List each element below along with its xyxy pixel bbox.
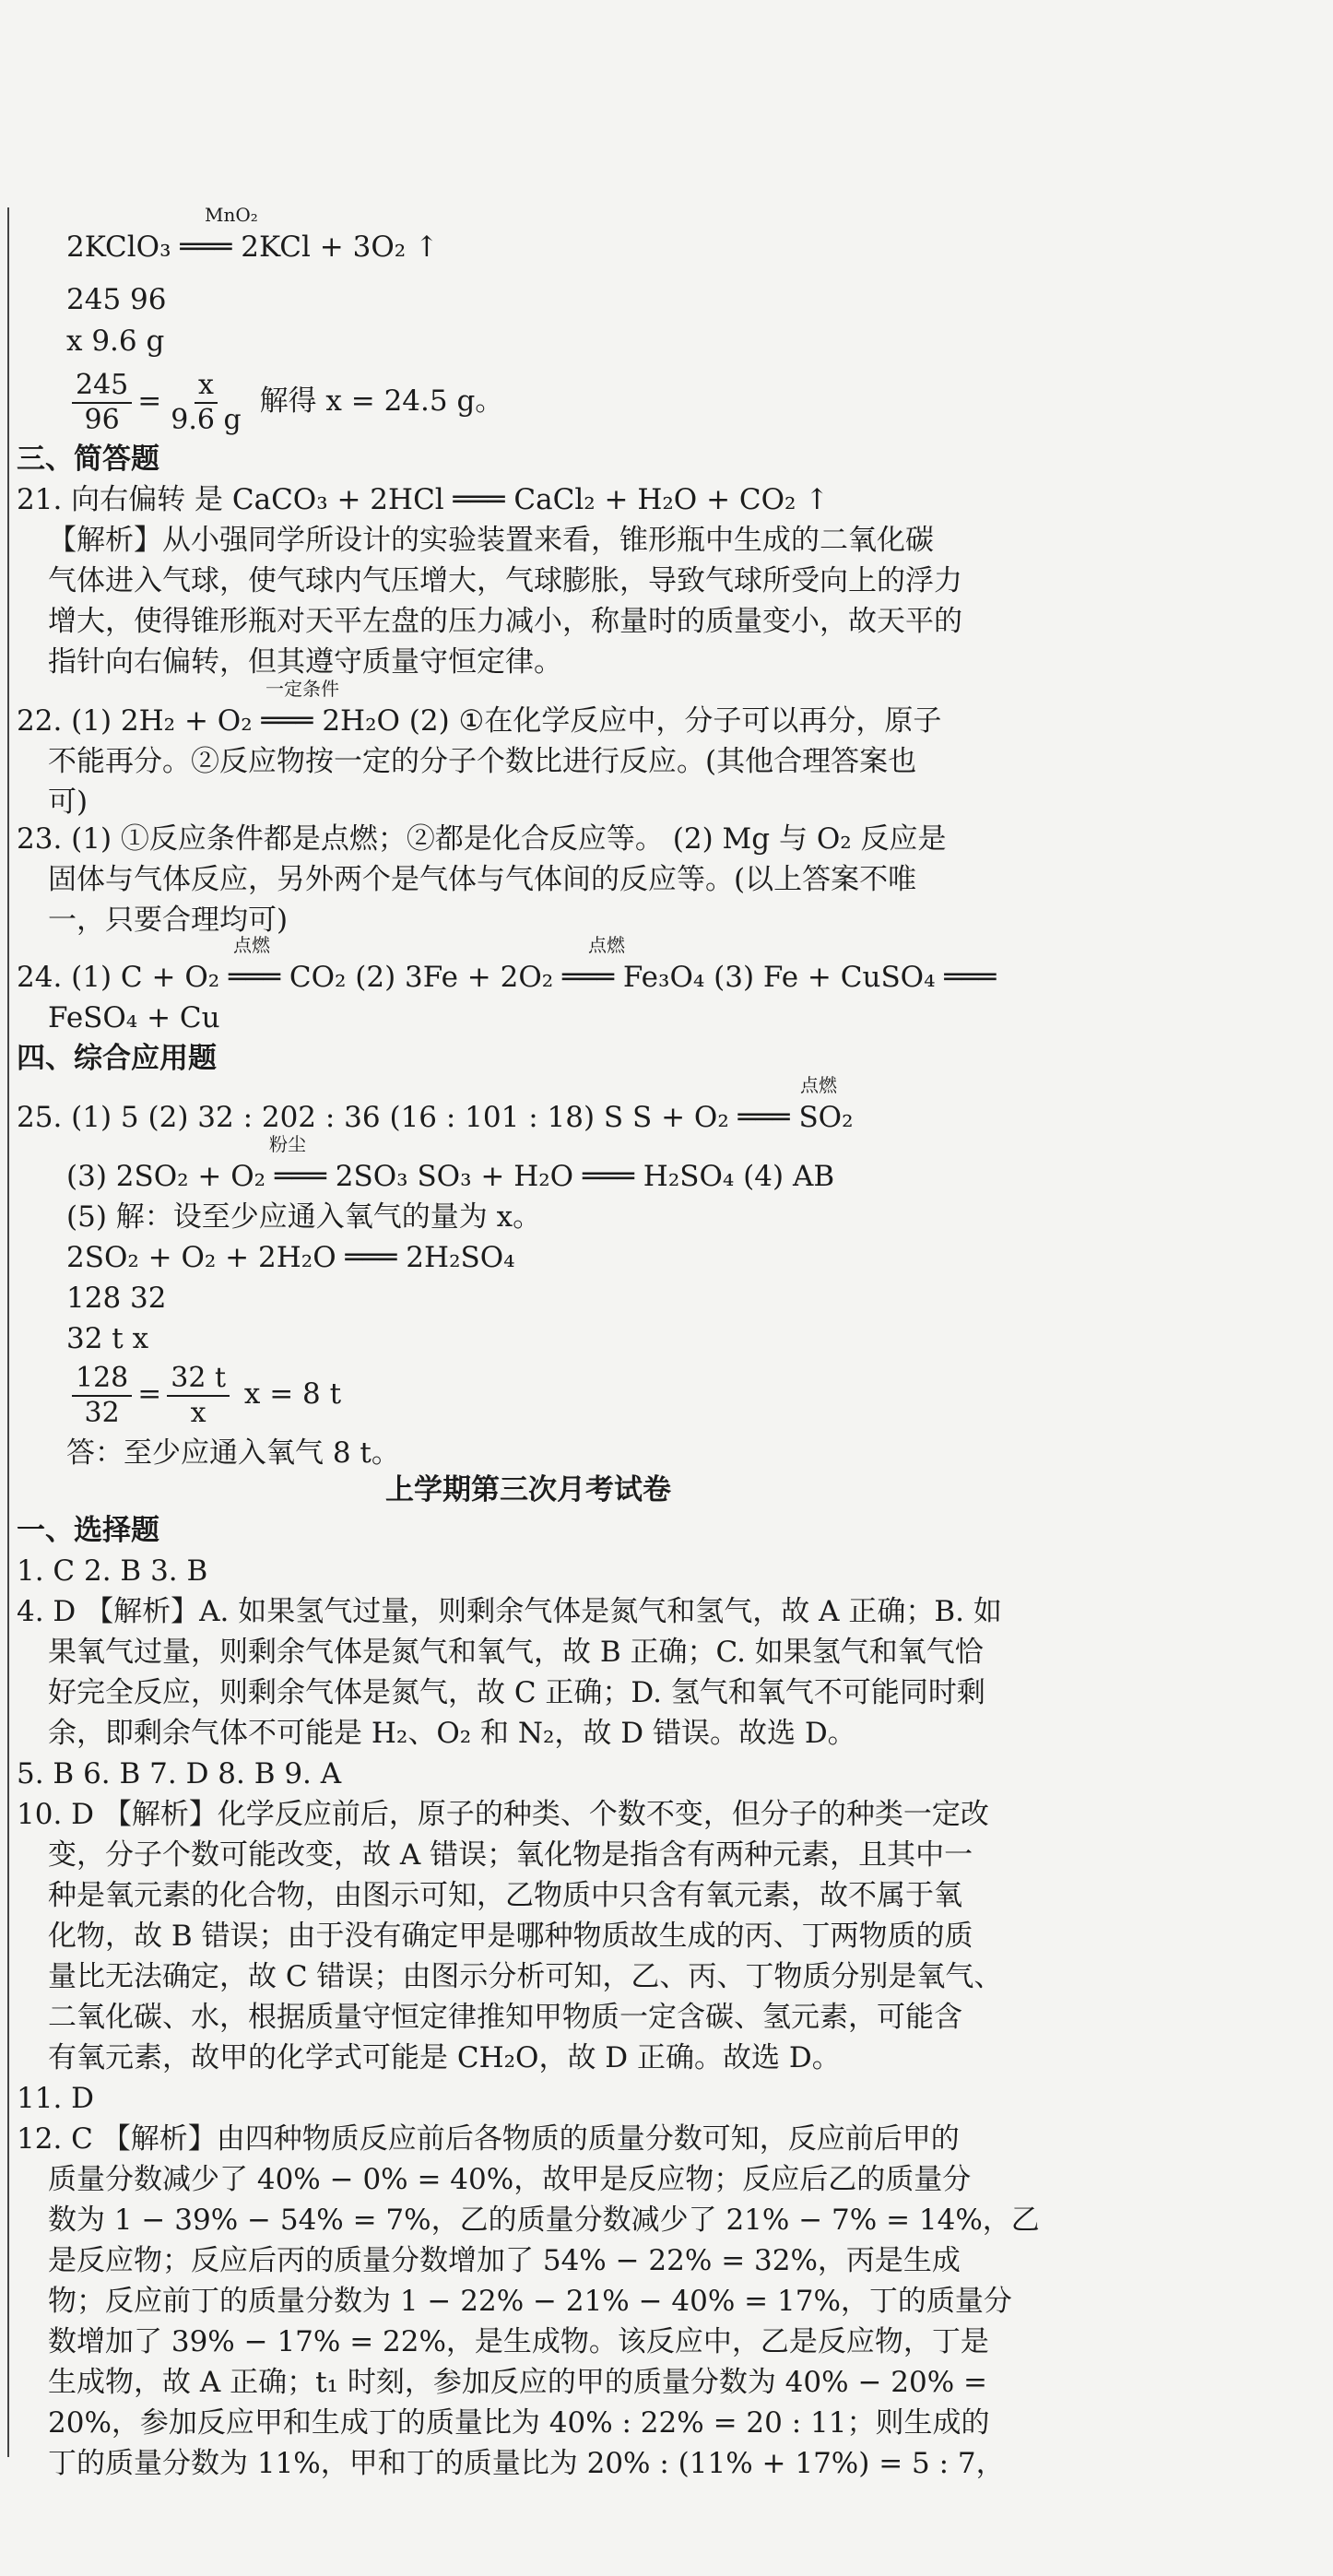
section-heading: 一、选择题 [17,1514,159,1547]
answer-line: 物；反应前丁的质量分数为 1 − 22% − 21% − 40% = 17%，丁的质量分 [48,2285,1012,2318]
answer-line: 12. C 【解析】由四种物质反应前后各物质的质量分数可知，反应前后甲的 [17,2122,960,2156]
section-heading: 四、综合应用题 [17,1042,217,1075]
answer-line: 是反应物；反应后丙的质量分数增加了 54% − 22% = 32%，丙是生成 [48,2244,961,2277]
answer-line: 果氧气过量，则剩余气体是氮气和氧气，故 B 正确；C. 如果氢气和氧气恰 [48,1636,984,1669]
answer-line: 点燃 25. (1) 5 (2) 32 : 202 : 36 (16 : 101 : 18) S S + O₂ ═══ SO₂ [17,1074,854,1134]
text-line: 32 t x [66,1322,149,1355]
condition-label: 点燃 [800,1074,837,1096]
answer-line: 10. D 【解析】化学反应前后，原子的种类、个数不变，但分子的种类一定改 [17,1798,989,1831]
answer-line: 23. (1) ①反应条件都是点燃；②都是化合反应等。 (2) Mg 与 O₂ 反应是 [17,822,947,856]
answer-line: 生成物，故 A 正确；t₁ 时刻，参加反应的甲的质量分数为 40% − 20% = [48,2366,988,2399]
answer-line: 气体进入气球，使气球内气压增大，气球膨胀，导致气球所受向上的浮力 [48,564,962,597]
answer-line: 量比无法确定，故 C 错误；由图示分析可知，乙、丙、丁物质分别是氧气、 [48,1960,1003,1993]
answer-line: 增大，使得锥形瓶对天平左盘的压力减小，称量时的质量变小，故天平的 [48,605,962,638]
answer-line: 变，分子个数可能改变，故 A 错误；氧化物是指含有两种元素，且其中一 [48,1838,973,1872]
answer-line: 21. 向右偏转 是 CaCO₃ + 2HCl ═══ CaCl₂ + H₂O + CO₂ ↑ [17,483,830,516]
answer-line: 二氧化碳、水，根据质量守恒定律推知甲物质一定含碳、氢元素，可能含 [48,2001,962,2034]
answer-line: 不能再分。②反应物按一定的分子个数比进行反应。(其他合理答案也 [48,745,917,778]
answer-line: 一，只要合理均可) [48,904,289,937]
answer-line: 4. D 【解析】A. 如果氢气过量，则剩余气体是氮气和氢气，故 A 正确；B. 如 [17,1595,1002,1628]
answer-line: 丁的质量分数为 11%，甲和丁的质量比为 20% : (11% + 17%) = 5 : 7， [48,2447,1005,2480]
fraction: $\frac{32 t}{x}$ [167,1362,230,1430]
answer-line: 有氧元素，故甲的化学式可能是 CH₂O，故 D 正确。故选 D。 [48,2041,841,2074]
answer-line: 11. D [17,2082,95,2115]
answer-line: 1. C 2. B 3. B [17,1554,208,1588]
fraction-line: $\frac{245}{96}$ = $\frac{x}{9.6 g}$ 解得 x = 24.5 g。 [66,364,1066,438]
section-title: 上学期第三次月考试卷 [385,1473,671,1507]
answer-line: 数增加了 39% − 17% = 22%，是生成物。该反应中，乙是反应物，丁是 [48,2325,989,2358]
answer-line: 可) [48,786,88,819]
fraction: $\frac{128}{32}$ [72,1362,132,1430]
answer-line: 余，即剩余气体不可能是 H₂、O₂ 和 N₂，故 D 错误。故选 D。 [48,1717,856,1750]
section-heading: 三、简答题 [17,443,159,476]
fraction-line: $\frac{128}{32}$ = $\frac{32 t}{x}$ x = 8 t [66,1357,1066,1431]
answer-line: (5) 解：设至少应通入氧气的量为 x。 [66,1200,542,1234]
condition-label: 一定条件 [265,678,339,700]
answer-line: 数为 1 − 39% − 54% = 7%，乙的质量分数减少了 21% − 7% = 14%，乙 [48,2204,1040,2237]
answer-line: 【解析】从小强同学所设计的实验装置来看，锥形瓶中生成的二氧化碳 [48,524,934,557]
answer-line: 质量分数减少了 40% − 0% = 40%，故甲是反应物；反应后乙的质量分 [48,2163,972,2196]
answer-line: 固体与气体反应，另外两个是气体与气体间的反应等。(以上答案不唯 [48,863,917,896]
equation-line: 2SO₂ + O₂ + 2H₂O ═══ 2H₂SO₄ [66,1241,515,1274]
answer-line: 种是氧元素的化合物，由图示可知，乙物质中只含有氧元素，故不属于氧 [48,1879,962,1912]
condition-label: 粉尘 [269,1133,306,1155]
text-line: 245 96 [66,283,167,316]
equation-line: MnO₂ 2KClO₃ ═══ 2KCl + 3O₂ ↑ [66,204,439,264]
answer-line: FeSO₄ + Cu [48,1001,220,1034]
text-line: x 9.6 g [66,325,165,358]
fraction: $\frac{x}{9.6 g}$ [171,368,242,436]
condition-label: 点燃 [588,934,625,956]
left-margin-rule [7,207,9,2457]
answer-line: 好完全反应，则剩余气体是氮气，故 C 正确；D. 氢气和氧气不可能同时剩 [48,1676,985,1709]
answer-line: 答：至少应通入氧气 8 t。 [66,1436,400,1470]
condition-label: MnO₂ [205,204,258,226]
answer-line: 点燃 点燃 24. (1) C + O₂ ═══ CO₂ (2) 3Fe + 2O₂ ═══ Fe₃O₄ (3) Fe + CuSO₄ ═══ [17,934,997,994]
answer-line: 指针向右偏转，但其遵守质量守恒定律。 [48,645,562,679]
text-line: 128 32 [66,1282,167,1315]
answer-line: 5. B 6. B 7. D 8. B 9. A [17,1757,342,1790]
condition-label: 点燃 [233,934,270,956]
answer-line: 20%，参加反应甲和生成丁的质量比为 40% : 22% = 20 : 11；则生成的 [48,2406,990,2440]
fraction: $\frac{245}{96}$ [72,369,132,437]
answer-line: 化物，故 B 错误；由于没有确定甲是哪种物质故生成的丙、丁两物质的质 [48,1920,973,1953]
answer-line: 粉尘 (3) 2SO₂ + O₂ ═══ 2SO₃ SO₃ + H₂O ═══ H₂SO₄ (4) AB [66,1133,835,1193]
answer-line: 一定条件 22. (1) 2H₂ + O₂ ═══ 2H₂O (2) ①在化学反应中，分子可以再分，原子 [17,678,942,738]
